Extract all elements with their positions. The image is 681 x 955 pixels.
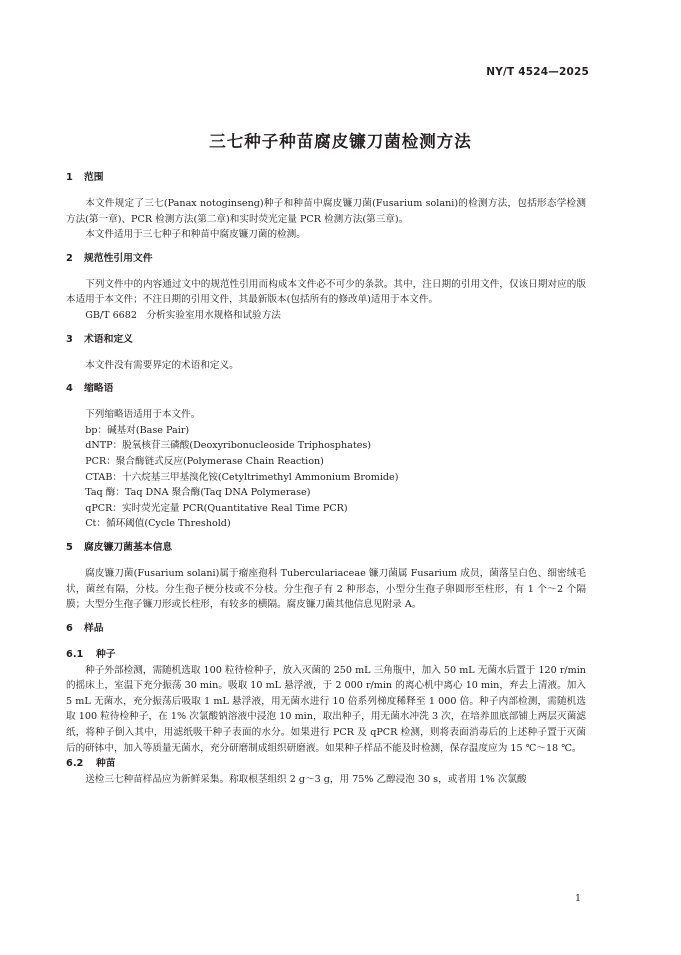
section-number: 2 <box>66 252 73 264</box>
section-number: 3 <box>66 333 73 345</box>
paragraph: 本文件规定了三七(Panax notoginseng)种子和种苗中腐皮镰刀菌(Fusarium solani)的检测方法，包括形态学检测方法(第一章)、PCR 检测方法(第二章)和实时荧光定量 PCR 检测方法(第三章)。 <box>66 198 586 225</box>
paragraph: 本文件没有需要界定的术语和定义。 <box>85 359 239 371</box>
paragraph: 腐皮镰刀菌(Fusarium solani)属于瘤座孢科 Tuberculariaceae 镰刀菌属 Fusarium 成员，菌落呈白色、细密绒毛状，菌丝有隔，分枝。分生孢子梗分枝或不分枝。分生孢子有 2 种形态，小型分生孢子卵圆形至柱形，有 1 个～2 个隔膜；大型分生孢子镰刀形或长柱形，有较多的横隔。腐皮镰刀菌其他信息见附录 A。 <box>66 567 586 611</box>
reference-item: GB/T 6682 分析实验室用水规格和试验方法 <box>85 309 281 321</box>
abbreviation-item: CTAB：十六烷基三甲基溴化铵(Cetyltrimethyl Ammonium Bromide) <box>85 471 399 483</box>
abbreviation-item: Taq 酶：Taq DNA 聚合酶(Taq DNA Polymerase) <box>85 487 311 499</box>
section-title: 范围 <box>84 172 104 183</box>
subsection-number: 6.2 <box>66 758 84 770</box>
section-heading-terms <box>66 332 586 348</box>
paragraph: 本文件适用于三七种子和种苗中腐皮镰刀菌的检测。 <box>85 229 306 241</box>
section-heading-normative-references <box>66 251 586 267</box>
paragraph: 种子外部检测，需随机选取 100 粒待检种子，放入灭菌的 250 mL 三角瓶中，加入 50 mL 无菌水后置于 120 r/min 的摇床上，室温下充分振荡 30 min。吸取 10 mL 悬浮液，于 2 000 r/min 的离心机中离心 10 min，弃去上清液。加入 5 mL 无菌水，充分振荡后吸取 1 mL 悬浮液，用无菌水进行 10 倍系列梯度稀释至 1 000 倍。种子内部检测，需随机选取 100 粒待检种子，在 1% 次氯酸钠溶液中浸泡 10 min，取出种子，用无菌水冲洗 3 次，在培养皿底部铺上两层灭菌滤纸，将种子倒入其中，用滤纸吸干种子表面的水分。如果进行 PCR 及 qPCR 检测，则将表面消毒后的上述种子置于灭菌后的研钵中，加入等质量无菌水，充分研磨制成组织研磨液。如果种子样品不能及时检测，保存温度应为 15 ℃～18 ℃。 <box>66 664 586 754</box>
subsection-title: 种苗 <box>96 758 116 770</box>
standard-code: NY/T 4524—2025 <box>486 66 589 78</box>
section-title: 腐皮镰刀菌基本信息 <box>84 541 173 553</box>
section-number: 1 <box>66 172 73 183</box>
paragraph: 下列文件中的内容通过文中的规范性引用而构成本文件必不可少的条款。其中，注日期的引用文件，仅该日期对应的版本适用于本文件；不注日期的引用文件，其最新版本(包括所有的修改单)适用于本文件。 <box>66 278 586 306</box>
section-title: 缩略语 <box>84 383 114 395</box>
document-title: 三七种子种苗腐皮镰刀菌检测方法 <box>209 132 472 151</box>
section-heading-samples <box>66 621 586 637</box>
subsection-number: 6.1 <box>66 648 84 660</box>
section-title: 样品 <box>84 622 104 634</box>
abbreviation-item: Ct：循环阈值(Cycle Threshold) <box>85 518 231 530</box>
subsection-heading-seedlings <box>66 756 586 772</box>
subsection-heading-seeds <box>66 647 586 663</box>
abbreviation-item: dNTP：脱氧核苷三磷酸(Deoxyribonucleoside Triphosphates) <box>85 440 372 452</box>
abbreviation-item: bp：碱基对(Base Pair) <box>85 424 190 436</box>
section-number: 5 <box>66 541 73 553</box>
document-body <box>66 170 586 788</box>
section-number: 6 <box>66 622 73 634</box>
abbreviation-item: PCR：聚合酶链式反应(Polymerase Chain Reaction) <box>85 455 324 467</box>
subsection-title: 种子 <box>96 648 116 660</box>
paragraph: 送检三七种苗样品应为新鲜采集。称取根茎组织 2 g～3 g，用 75% 乙醇浸泡 30 s，或者用 1% 次氯酸 <box>85 774 527 786</box>
section-title: 术语和定义 <box>84 333 133 345</box>
section-heading-basic-info <box>66 540 586 556</box>
section-number: 4 <box>66 383 73 395</box>
abbreviation-item: qPCR：实时荧光定量 PCR(Quantitative Real Time PCR) <box>85 502 348 514</box>
section-heading-scope <box>66 170 586 186</box>
section-heading-abbreviations <box>66 381 586 397</box>
paragraph: 下列缩略语适用于本文件。 <box>85 409 201 421</box>
section-title: 规范性引用文件 <box>84 252 153 264</box>
page-number: 1 <box>574 893 581 904</box>
